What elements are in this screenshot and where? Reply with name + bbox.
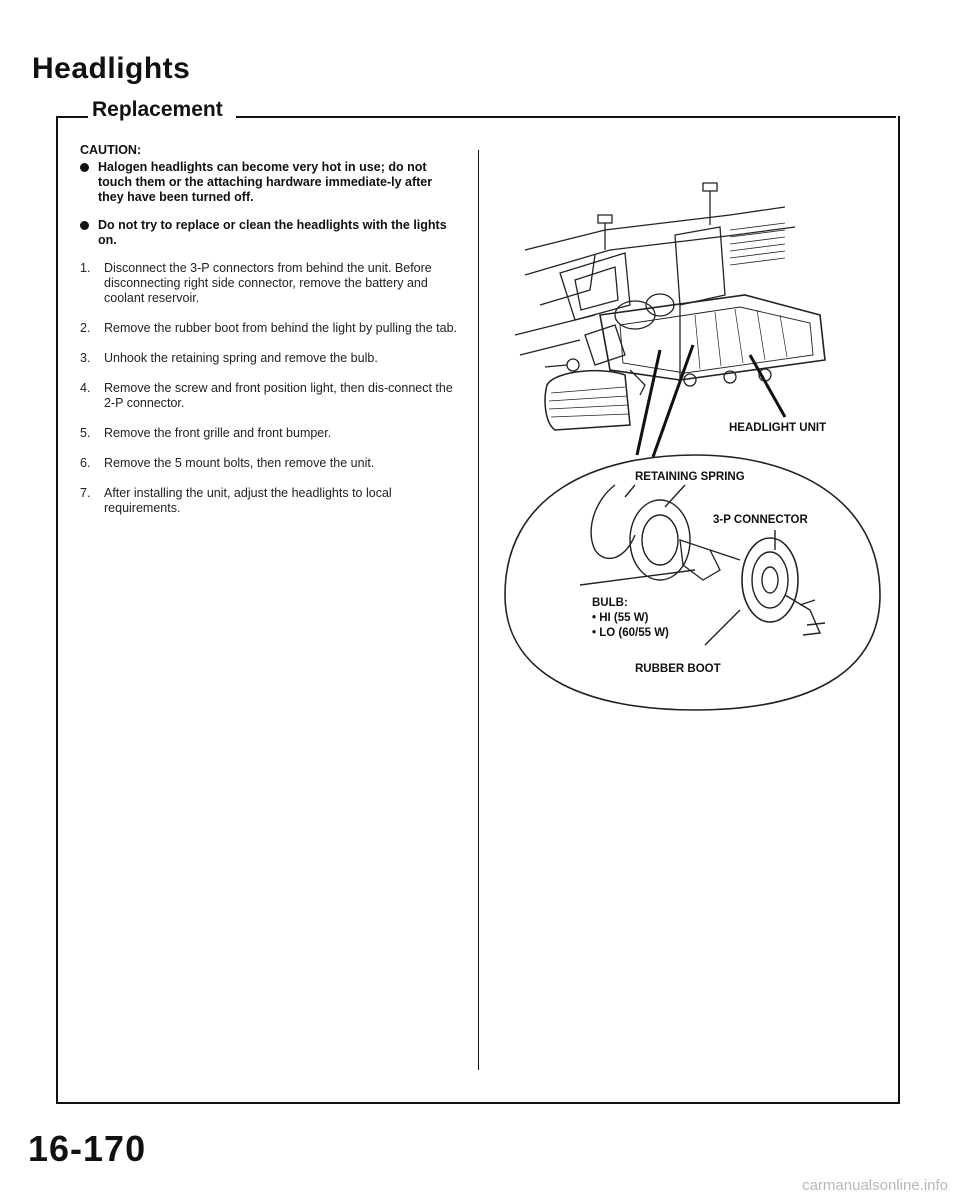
step-text: Unhook the retaining spring and remove the bulb. [104, 351, 378, 365]
bullet-icon [80, 221, 89, 230]
step-item [80, 381, 460, 411]
headlight-illustration [485, 155, 890, 715]
connector-label: 3-P CONNECTOR [713, 514, 808, 526]
page-title: Headlights [32, 52, 191, 85]
headlight-unit-label: HEADLIGHT UNIT [729, 422, 827, 434]
watermark: carmanualsonline.info [802, 1177, 948, 1194]
step-number: 7. [80, 486, 91, 500]
step-number: 5. [80, 426, 91, 440]
step-text: Remove the rubber boot from behind the light by pulling the tab. [104, 321, 457, 335]
caution-text: Halogen headlights can become very hot in use; do not touch them or the attaching hardware immediate-ly after they have been turned off. [98, 160, 433, 204]
step-item [80, 351, 460, 366]
step-text: Remove the screw and front position light, then dis-connect the 2-P connector. [104, 381, 453, 410]
step-item [80, 426, 460, 441]
step-text: Remove the 5 mount bolts, then remove the unit. [104, 456, 375, 470]
instructions-column [80, 143, 460, 531]
caution-item [80, 160, 460, 205]
section-title: Replacement [92, 98, 223, 121]
caution-text: Do not try to replace or clean the headlights with the lights on. [98, 218, 447, 247]
column-divider [478, 150, 479, 1070]
page-number: 16-170 [28, 1128, 147, 1169]
step-item [80, 486, 460, 516]
bulb-hi-label: • HI (55 W) [592, 612, 649, 624]
step-number: 2. [80, 321, 91, 335]
step-number: 4. [80, 381, 91, 395]
headlight-diagram [485, 155, 890, 715]
section-rule-left [56, 116, 88, 118]
caution-item [80, 218, 460, 248]
bullet-icon [80, 163, 89, 172]
bulb-lo-label: • LO (60/55 W) [592, 627, 669, 639]
step-text: Disconnect the 3-P connectors from behind the unit. Before disconnecting right side connector, remove the battery and coolant reservoir. [104, 261, 432, 305]
step-text: After installing the unit, adjust the headlights to local requirements. [104, 486, 392, 515]
steps-list [80, 261, 460, 516]
step-number: 1. [80, 261, 91, 275]
section-rule-right [236, 116, 896, 118]
step-item [80, 456, 460, 471]
caution-label: CAUTION: [80, 143, 142, 157]
step-text: Remove the front grille and front bumper. [104, 426, 332, 440]
rubber-boot-label: RUBBER BOOT [635, 663, 721, 675]
step-item [80, 321, 460, 336]
step-number: 6. [80, 456, 91, 470]
step-number: 3. [80, 351, 91, 365]
retaining-spring-label: RETAINING SPRING [635, 471, 745, 483]
bulb-label: BULB: [592, 597, 628, 609]
step-item [80, 261, 460, 306]
